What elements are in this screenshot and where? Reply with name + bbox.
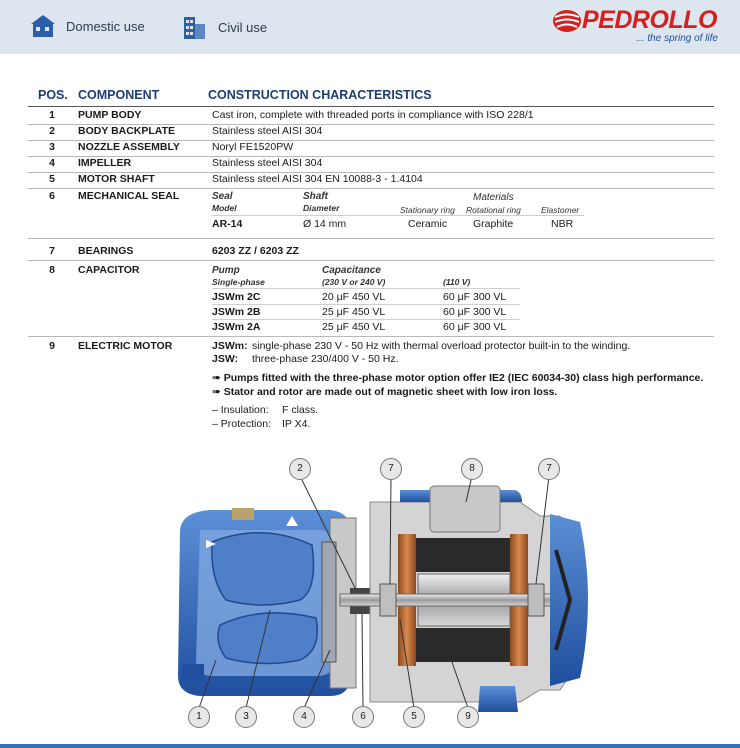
diameter-label: Diameter [303, 203, 340, 213]
seal-elastomer: NBR [551, 218, 574, 230]
cap-230: 20 μF 450 VL [322, 291, 386, 303]
cap-110: 60 μF 300 VL [443, 291, 507, 303]
seal-subtable-line [212, 215, 584, 216]
insulation-value: F class. [282, 404, 319, 416]
rear-bearing [528, 584, 544, 616]
row-component: BODY BACKPLATE [78, 125, 176, 137]
motor-note-ie2: ➠ Pumps fitted with the three-phase motor option offer IE2 (IEC 60034-30) class high performance. [212, 372, 704, 384]
jswm-text: single-phase 230 V - 50 Hz with thermal overload protector built-in to the winding. [252, 340, 631, 352]
row-pos: 9 [49, 340, 55, 352]
row-component: PUMP BODY [78, 109, 142, 121]
table-row [28, 245, 714, 261]
seal-rotational: Graphite [473, 218, 514, 230]
row-component: CAPACITOR [78, 264, 140, 276]
row-component: NOZZLE ASSEMBLY [78, 141, 180, 153]
row-desc: Stainless steel AISI 304 [212, 157, 323, 169]
row-component: MECHANICAL SEAL [78, 190, 180, 202]
callout-2: 2 [289, 458, 311, 480]
row-pos: 2 [49, 125, 55, 137]
seal-model: AR-14 [212, 218, 243, 230]
row-pos: 3 [49, 141, 55, 153]
row-pos: 4 [49, 157, 55, 169]
row-desc: Cast iron, complete with threaded ports in compliance with ISO 228/1 [212, 109, 534, 121]
brand-tagline: ... the spring of life [636, 33, 718, 44]
row-desc: 6203 ZZ / 6203 ZZ [212, 245, 299, 257]
capacitance-label: Capacitance [322, 265, 381, 276]
elastomer-label: Elastomer [541, 205, 580, 215]
row-component: MOTOR SHAFT [78, 173, 155, 185]
house-icon [30, 14, 56, 38]
callout-3: 3 [235, 706, 257, 728]
jsw-label: JSW: [212, 353, 239, 365]
jswm-label: JSWm: [212, 340, 248, 352]
row-pos: 1 [49, 109, 55, 121]
table-row [28, 109, 714, 125]
cap-230: 25 μF 450 VL [322, 306, 386, 318]
materials-label: Materials [473, 192, 514, 203]
cap-110: 60 μF 300 VL [443, 321, 507, 333]
callout-7-rear: 7 [538, 458, 560, 480]
row-pos: 5 [49, 173, 55, 185]
logo-mark-icon [552, 8, 582, 34]
domestic-use-label: Domestic use [66, 18, 145, 34]
protection-label: – Protection: [212, 418, 271, 430]
priming-plug [232, 508, 254, 520]
row-desc: Stainless steel AISI 304 [212, 125, 323, 137]
header-divider [28, 106, 714, 107]
civil-use-tab[interactable] [182, 14, 267, 40]
cap-pump: JSWm 2B [212, 306, 261, 318]
row-pos: 8 [49, 264, 55, 276]
callout-9: 9 [457, 706, 479, 728]
pump-cutaway-diagram [0, 450, 740, 744]
row-component: ELECTRIC MOTOR [78, 340, 173, 352]
callout-5: 5 [403, 706, 425, 728]
callout-8: 8 [461, 458, 483, 480]
seal-label: Seal [212, 191, 233, 202]
cap-line [212, 319, 520, 320]
row-component: IMPELLER [78, 157, 132, 169]
v110-label: (110 V) [443, 277, 471, 287]
callout-4: 4 [293, 706, 315, 728]
seal-diameter: Ø 14 mm [303, 218, 347, 230]
seal-stationary: Ceramic [408, 218, 448, 230]
footer-bar [0, 744, 740, 748]
table-row [28, 125, 714, 141]
row-pos: 6 [49, 190, 55, 202]
domestic-use-tab[interactable] [30, 14, 145, 38]
pedrollo-logo [548, 6, 718, 50]
insulation-label: – Insulation: [212, 404, 269, 416]
table-row [28, 141, 714, 157]
row-pos: 7 [49, 245, 55, 257]
component-header: COMPONENT [78, 88, 160, 102]
cap-pump: JSWm 2C [212, 291, 261, 303]
capacitor-shape [430, 486, 500, 532]
row-desc: Stainless steel AISI 304 EN 10088-3 - 1.4104 [212, 173, 423, 185]
model-label: Model [212, 203, 237, 213]
cap-110: 60 μF 300 VL [443, 306, 507, 318]
table-row [28, 157, 714, 173]
motor-note-stator: ➠ Stator and rotor are made out of magnetic sheet with low iron loss. [212, 386, 558, 398]
single-phase-label: Single-phase [212, 277, 265, 287]
front-bearing [380, 584, 396, 616]
callout-6: 6 [352, 706, 374, 728]
page-header [0, 0, 740, 54]
building-icon [182, 14, 208, 40]
shaft-label: Shaft [303, 191, 328, 202]
pos-header: POS. [38, 88, 68, 102]
callout-7-front: 7 [380, 458, 402, 480]
cap-line [212, 288, 520, 289]
cap-230: 25 μF 450 VL [322, 321, 386, 333]
construction-header: CONSTRUCTION CHARACTERISTICS [208, 88, 432, 102]
table-row [28, 173, 714, 189]
cap-pump: JSWm 2A [212, 321, 261, 333]
cap-line [212, 304, 520, 305]
row-desc: Noryl FE1520PW [212, 141, 294, 153]
stationary-ring-label: Stationary ring [400, 205, 455, 215]
pump-label: Pump [212, 265, 240, 276]
civil-use-label: Civil use [218, 19, 268, 35]
brand-name: PEDROLLO [582, 6, 717, 34]
rotational-ring-label: Rotational ring [466, 205, 521, 215]
table-row-electric-motor [28, 340, 714, 435]
row-component: BEARINGS [78, 245, 134, 257]
jsw-text: three-phase 230/400 V - 50 Hz. [252, 353, 399, 365]
protection-value: IP X4. [282, 418, 311, 430]
callout-1: 1 [188, 706, 210, 728]
v230-label: (230 V or 240 V) [322, 277, 386, 287]
